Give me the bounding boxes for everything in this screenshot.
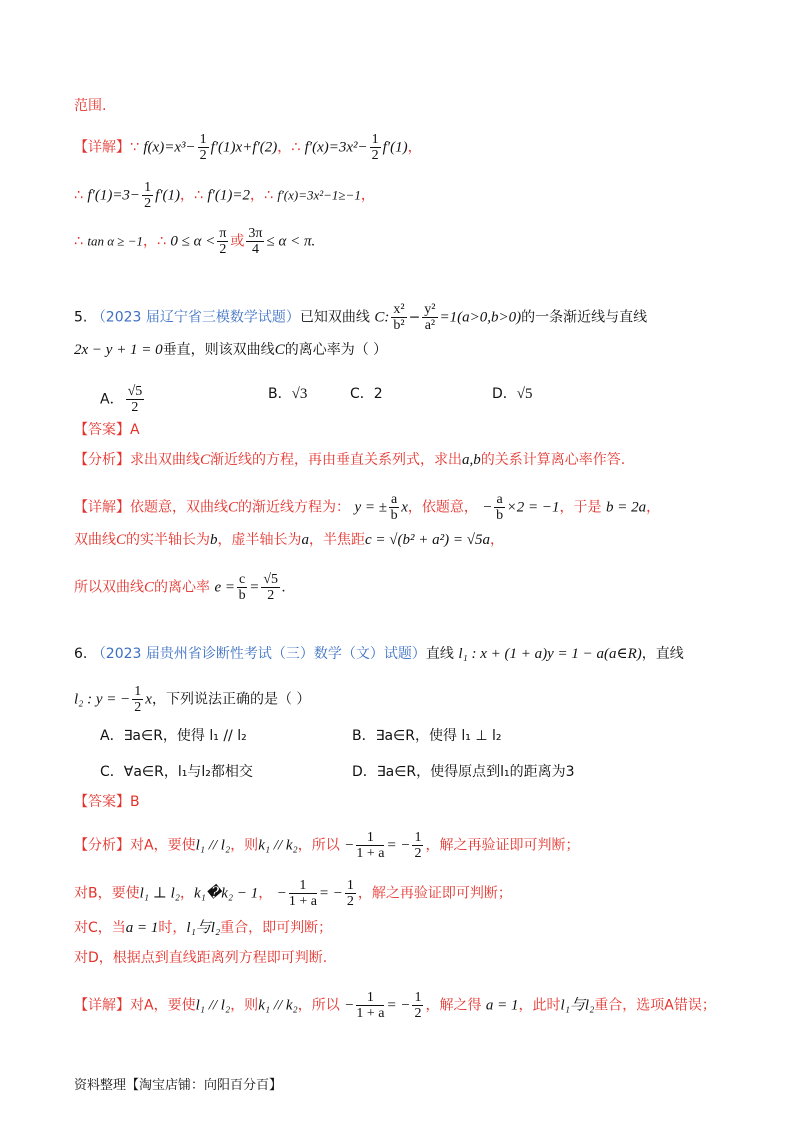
q5-analysis: 【分析】求出双曲线C渐近线的方程，再由垂直关系列式，求出a,b的关系计算离心率作答. [74, 452, 626, 468]
q6-option-c: C．∀a∈R，l₁与l₂都相交 [100, 764, 253, 780]
fraction: $\frac{1}{1 + a}$ [356, 990, 385, 1021]
q5-source: （2023 届辽宁省三模数学试题） [91, 309, 300, 326]
q6-answer: 【答案】B [74, 794, 140, 810]
fraction: $\frac{1}{2}$ [346, 878, 354, 909]
fraction: $\frac{c}{b}$ [238, 572, 246, 603]
q6-source: （2023 届贵州省诊断性考试（三）数学（文）试题） [91, 646, 426, 662]
q5-detail-line-2: 双曲线C的实半轴长为b，虚半轴长为a，半焦距c = √(b² + a²) = √5a， [74, 532, 504, 548]
q4-detail-line-3: ∴ tan α ≥ −1，∴ 0 ≤ α < $\frac{\pi}{2}$ 或 $\frac{3\pi}{4}$ ≤ α < π. [74, 226, 316, 257]
fraction: $\frac{\text{x²}}{\text{b²}}$ [393, 302, 405, 333]
fraction: $\frac{√5}{2}$ [263, 572, 279, 603]
fraction: $\frac{1}{2}$ [414, 990, 422, 1021]
fraction: $\frac{1}{2}$ [144, 180, 152, 211]
q6-stem-line-2: l₂ : y = − $\frac{1}{2}$ x，下列说法正确的是（ ） [74, 684, 311, 715]
q5-answer: 【答案】A [74, 422, 140, 438]
fraction: $\frac{a}{b}$ [390, 492, 398, 523]
fraction: $\frac{1}{2}$ [414, 830, 422, 861]
q5-stem-line-2: 2x − y + 1 = 0垂直，则该双曲线C的离心率为（ ） [74, 342, 388, 358]
q5-detail-line-1: 【详解】依题意，双曲线C的渐近线方程为： y = ± $\frac{a}{b}$ x，依题意， − $\frac{a}{b}$ ×2 = −1，于是 b = 2a， [74, 492, 661, 523]
fraction: $\frac{1}{2}$ [199, 132, 207, 163]
q4-detail-line-2: ∴ f′(1)=3− $\frac{1}{2}$ f′(1)，∴ f′(1)=2，∴ f′(x)=3x²−1≥−1， [74, 180, 375, 211]
q6-analysis-a: 【分析】对A，要使l₁ // l₂，则k₁ // k₂，所以 − $\frac{1}{1 + a}$ = − $\frac{1}{2}$ ，解之再验证即可判断； [74, 830, 580, 861]
q5-option-c: C．2 [350, 386, 383, 402]
fraction: $\frac{1}{2}$ [371, 132, 379, 163]
q6-analysis-c: 对C，当a = 1时，l₁与l₂重合，即可判断； [74, 920, 333, 936]
fraction: $\frac{\text{y²}}{\text{a²}}$ [424, 302, 436, 333]
q5-option-a: A． $\frac{√5}{2}$ [100, 384, 143, 415]
q5-stem-line-1: 5. （2023 届辽宁省三模数学试题）已知双曲线 C: $\frac{\text{x²}}{\text{b²}}$ − $\frac{\text{y²}}{\text{a²}}$ =1(a>0,b>0)的一条渐近线与直线 [74, 302, 648, 333]
fraction: $\frac{1}{1 + a}$ [288, 878, 317, 909]
q6-option-a: A．∃a∈R，使得 l₁ // l₂ [100, 728, 247, 744]
q5-option-b: B．√3 [268, 386, 308, 402]
fraction: $\frac{√5}{2}$ [127, 384, 143, 415]
q6-analysis-b: 对B，要使l₁ ⊥ l₂，k₁�k₂ − 1， − $\frac{1}{1 + a}$ = − $\frac{1}{2}$ ，解之再验证即可判断； [74, 878, 512, 909]
q6-option-d: D．∃a∈R，使得原点到l₁的距离为3 [352, 764, 575, 780]
footer-source: 资料整理【淘宝店铺：向阳百分百】 [74, 1078, 283, 1093]
fraction: $\frac{a}{b}$ [496, 492, 504, 523]
q6-analysis-d: 对D，根据点到直线距离列方程即可判断. [74, 950, 328, 966]
fraction: $\frac{\pi}{2}$ [219, 226, 227, 257]
fraction: $\frac{1}{2}$ [134, 684, 142, 715]
detail-label: 【详解】 [74, 139, 130, 156]
fraction: $\frac{3\pi}{4}$ [248, 226, 263, 257]
q5-detail-line-3: 所以双曲线C的离心率 e = $\frac{c}{b}$ = $\frac{√5}{2}$ . [74, 572, 286, 603]
fraction: $\frac{1}{1 + a}$ [356, 830, 385, 861]
continued-text: 范围. [74, 98, 107, 114]
q6-option-b: B．∃a∈R，使得 l₁ ⊥ l₂ [352, 728, 502, 744]
q6-stem-line-1: 6. （2023 届贵州省诊断性考试（三）数学（文）试题）直线 l₁ : x + (1 + a)y = 1 − a(a∈R)，直线 [74, 646, 684, 662]
q4-detail-line-1: 【详解】∵ f(x)=x³− $\frac{1}{2}$ f′(1)x+f′(2)，∴ f′(x)=3x²− $\frac{1}{2}$ f′(1)， [74, 132, 422, 163]
q6-detail-a: 【详解】对A，要使l₁ // l₂，则k₁ // k₂，所以 − $\frac{1}{1 + a}$ = − $\frac{1}{2}$ ，解之得 a = 1，此时l₁与l₂重合，选项A错误； [74, 990, 716, 1021]
q5-option-d: D．√5 [492, 386, 533, 402]
